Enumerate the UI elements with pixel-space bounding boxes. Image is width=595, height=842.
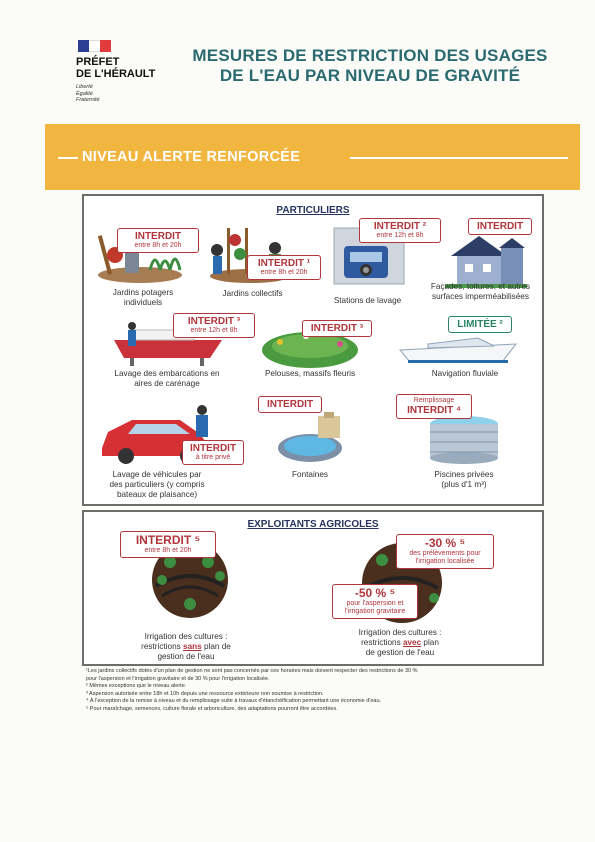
fountain-icon [276,410,346,464]
prefet-title: PRÉFET DE L'HÉRAULT [76,56,156,80]
caption-fontaines: Fontaines [292,470,328,479]
yacht-icon [398,330,518,366]
republic-flag-logo [78,40,111,52]
caption-irrigation-sans-plan: Irrigation des cultures : restrictions sans plan de gestion de l'eau [141,632,231,661]
caption-navigation: Navigation fluviale [431,369,499,378]
footnote-1a: ¹Les jardins collectifs dotés d'un plan de gestion ne sont pas concernés par ces horaires mais doivent respecter des restrictions de 30 % [86,668,418,674]
motto-egalite: Égalité [76,90,93,97]
republic-motto [76,84,100,104]
page-title [160,46,580,86]
title-line-2: DE L'EAU PAR NIVEAU DE GRAVITÉ [219,66,521,85]
badge-moins-50: -50 % ⁵ pour l'aspersion et l'irrigation gravitaire [332,584,418,619]
title-line-1: MESURES DE RESTRICTION DES USAGES [192,46,548,65]
badge-jardins-collectifs: INTERDIT ¹ entre 8h et 20h [247,255,321,280]
badge-moins-30: -30 % ⁵ des prélèvements pour l'irrigation localisée [396,534,494,569]
badge-piscines: Remplissage INTERDIT ⁴ [396,394,472,419]
caption-piscines: Piscines privées (plus d'1 m³) [434,470,494,489]
badge-fontaines: INTERDIT [258,396,322,413]
badge-embarcations: INTERDIT ³ entre 12h et 8h [173,313,255,338]
badge-stations-lavage: INTERDIT ² entre 12h et 8h [359,218,441,243]
footnote-4: ⁴ À l'exception de la remise à niveau et du remplissage suite à travaux d'étanchéification permettant une économie d'eau. [86,698,382,704]
caption-stations-lavage: Stations de lavage [333,296,402,305]
motto-liberte: Liberté [76,84,93,90]
band-line-left [58,157,78,159]
badge-vehicules: INTERDIT à titre privé [182,440,244,465]
caption-vehicules: Lavage de véhicules par des particuliers (y compris bateaux de plaisance) [109,470,205,499]
band-line-right [350,157,568,159]
footnotes [86,668,556,713]
caption-facades: Façades, toitures, et autres surfaces imperméabilisées [430,282,531,301]
badge-facades: INTERDIT [468,218,532,235]
badge-pelouses: INTERDIT ³ [302,320,372,337]
house-icon [445,232,527,288]
badge-jardins-potagers: INTERDIT entre 8h et 20h [117,228,199,253]
caption-embarcations: Lavage des embarcations en aires de carénage [114,369,220,388]
badge-irrigation-sans-plan: INTERDIT ⁵ entre 8h et 20h [120,531,216,558]
caption-jardins-potagers: Jardins potagers individuels [112,288,174,307]
badge-navigation: LIMITÉE ² [448,316,512,333]
motto-fraternite: Fraternité [76,97,100,103]
caption-pelouses: Pelouses, massifs fleuris [264,369,356,378]
caption-irrigation-avec-plan: Irrigation des cultures : restrictions avec plan de gestion de l'eau [358,628,442,657]
footnote-2: ² Mêmes exceptions que le niveau alerte. [86,683,187,689]
footnote-3: ³ Aspersion autorisée entre 18h et 10h depuis une ressource extérieure non soumise à restriction. [86,690,324,697]
level-title: NIVEAU ALERTE RENFORCÉE [82,149,301,165]
agricoles-title: EXPLOITANTS AGRICOLES [247,519,379,530]
caption-jardins-collectifs: Jardins collectifs [222,289,283,298]
footnote-5: ⁵ Pour maraîchage, semences, culture florale et arboriculture, des adaptations pourront être accordées. [86,705,338,712]
particuliers-title: PARTICULIERS [276,205,350,216]
footnote-1b: pour l'aspersion et l'irrigation gravitaire et de 30 % pour l'irrigation localisée. [86,675,270,682]
pool-icon [428,414,500,464]
